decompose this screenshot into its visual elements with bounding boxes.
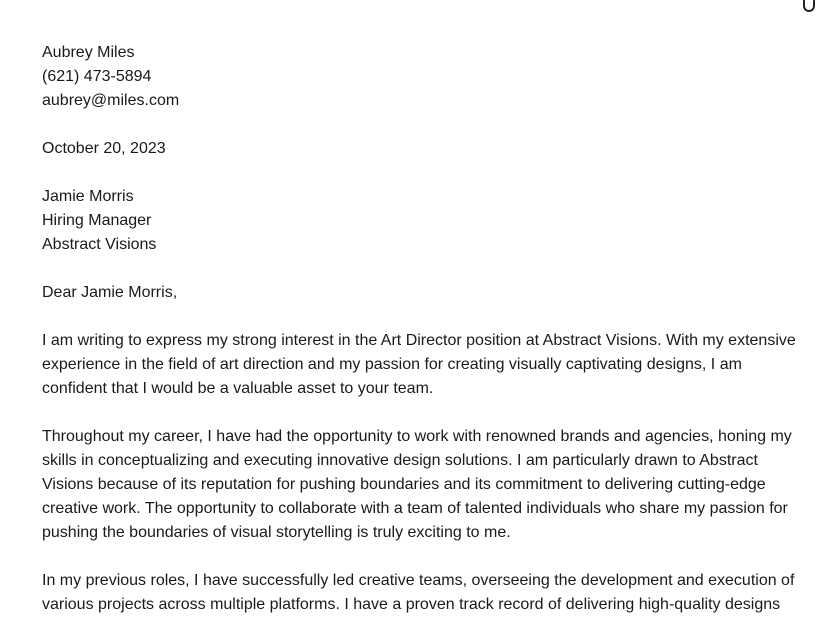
body-paragraph-3: In my previous roles, I have successfully led creative teams, overseeing the development and execution of various projects across multiple platforms. I have a proven track record of delivering high-quality designs xyxy=(42,572,795,613)
paperclip-icon[interactable] xyxy=(802,0,816,14)
sender-block xyxy=(42,41,802,113)
recipient-title: Hiring Manager xyxy=(42,212,152,229)
sender-phone: (621) 473-5894 xyxy=(42,68,152,85)
recipient-name: Jamie Morris xyxy=(42,188,134,205)
sender-email[interactable]: aubrey@miles.com xyxy=(42,92,180,109)
salutation: Dear Jamie Morris, xyxy=(42,284,178,301)
date-block xyxy=(42,137,802,161)
cover-letter xyxy=(42,41,802,641)
body-paragraph-1: I am writing to express my strong interest in the Art Director position at Abstract Visions. With my extensive experience in the field of art direction and my passion for creating visually captivating designs, I am confident that I would be a valuable asset to your team. xyxy=(42,332,796,397)
sender-name: Aubrey Miles xyxy=(42,44,135,61)
recipient-company: Abstract Visions xyxy=(42,236,157,253)
body-paragraph-2: Throughout my career, I have had the opportunity to work with renowned brands and agencies, honing my skills in conceptualizing and executing innovative design solutions. I am particularly drawn to Abstract Visions because of its reputation for pushing boundaries and its commitment to delivering cutting-edge creative work. The opportunity to collaborate with a team of talented individuals who share my passion for pushing the boundaries of visual storytelling is truly exciting to me. xyxy=(42,428,792,541)
recipient-block xyxy=(42,185,802,257)
salutation-block xyxy=(42,281,802,305)
letter-date: October 20, 2023 xyxy=(42,140,166,157)
